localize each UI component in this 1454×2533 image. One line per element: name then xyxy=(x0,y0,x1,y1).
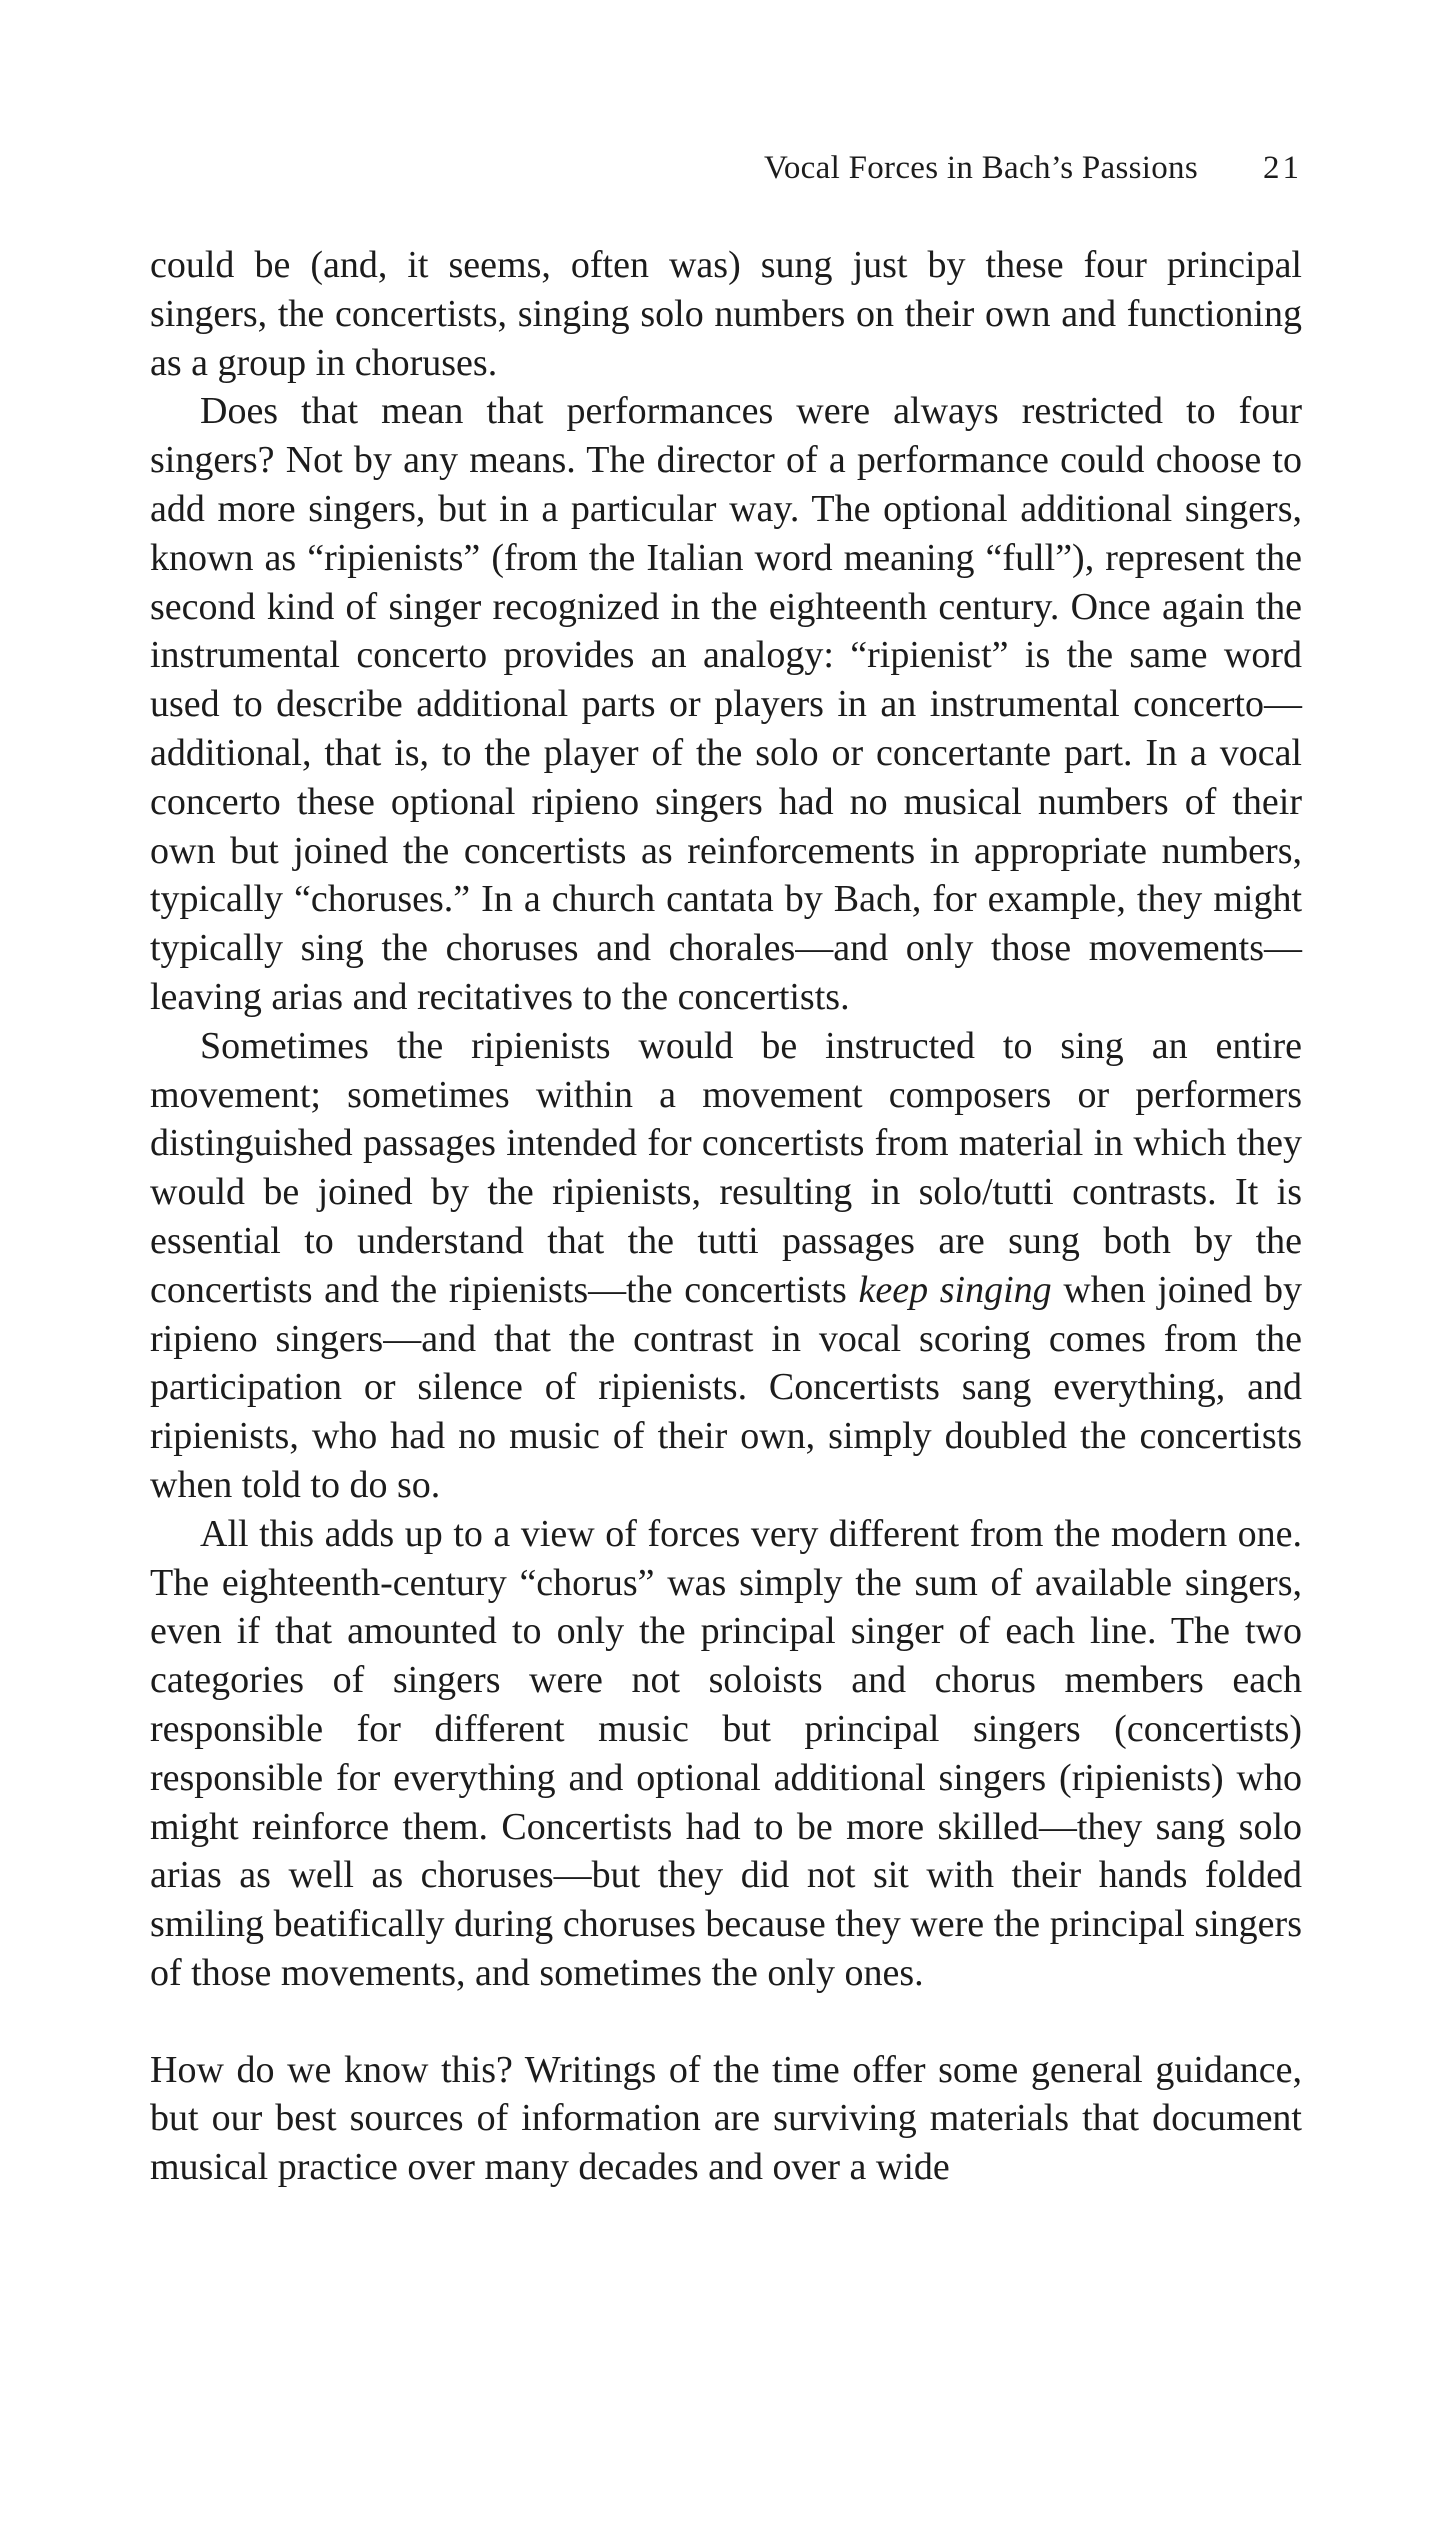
emphasis-text: keep singing xyxy=(858,1268,1052,1311)
section-opening-paragraph: How do we know this? Writings of the time offer some general guidance, but our best sources of information are surviving materials that document musical practice over many decades and over a wide xyxy=(150,2048,1302,2189)
paragraph-continued: could be (and, it seems, often was) sung just by these four principal singers, the concertists, singing solo numbers on their own and functioning as a group in choruses. xyxy=(150,244,1302,384)
running-title: Vocal Forces in Bach’s Passions xyxy=(764,150,1198,186)
paragraph xyxy=(150,1022,1302,1510)
body-text xyxy=(150,241,1302,2192)
page-number: 21 xyxy=(1263,150,1302,186)
running-head xyxy=(150,143,1302,193)
paragraph-text: Sometimes the ripienists would be instructed to sing an entire movement; sometimes within a movement composers or performers distinguished passages intended for concertists from material in which they would be joined by the ripienists, resulting in solo/tutti contrasts. It is essential to understand that the tutti passages are sung both by the concertists and the ripienists—the concertists xyxy=(150,1024,1302,1311)
paragraph-text: when joined by ripieno singers—and that the contrast in vocal scoring comes from the participation or silence of ripienists. Concertists sang everything, and ripienists, who had no music of their own, simply doubled the concertists when told to do so. xyxy=(150,1268,1302,1506)
paragraph: All this adds up to a view of forces very different from the modern one. The eighteenth-century “chorus” was simply the sum of available singers, even if that amounted to only the principal singer of each line. The two categories of singers were not soloists and chorus members each responsible for different music but principal singers (concertists) responsible for everything and optional additional singers (ripienists) who might reinforce them. Concertists had to be more skilled—they sang solo arias as well as choruses—but they did not sit with their hands folded smiling beatifically during choruses because they were the principal singers of those movements, and sometimes the only ones. xyxy=(150,1512,1302,1994)
paragraph: Does that mean that performances were always restricted to four singers? Not by any means. The director of a performance could choose to add more singers, but in a particular way. The optional additional singers, known as “ripienists” (from the Italian word meaning “full”), represent the second kind of singer recognized in the eighteenth century. Once again the instrumental concerto provides an analogy: “ripienist” is the same word used to describe additional parts or players in an instrumental concerto—additional, that is, to the player of the solo or concertante part. In a vocal concerto these optional ripieno singers had no musical numbers of their own but joined the concertists as reinforcements in appropriate numbers, typically “choruses.” In a church cantata by Bach, for example, they might typically sing the choruses and chorales—and only those movements—leaving arias and recitatives to the concertists. xyxy=(150,390,1302,1018)
